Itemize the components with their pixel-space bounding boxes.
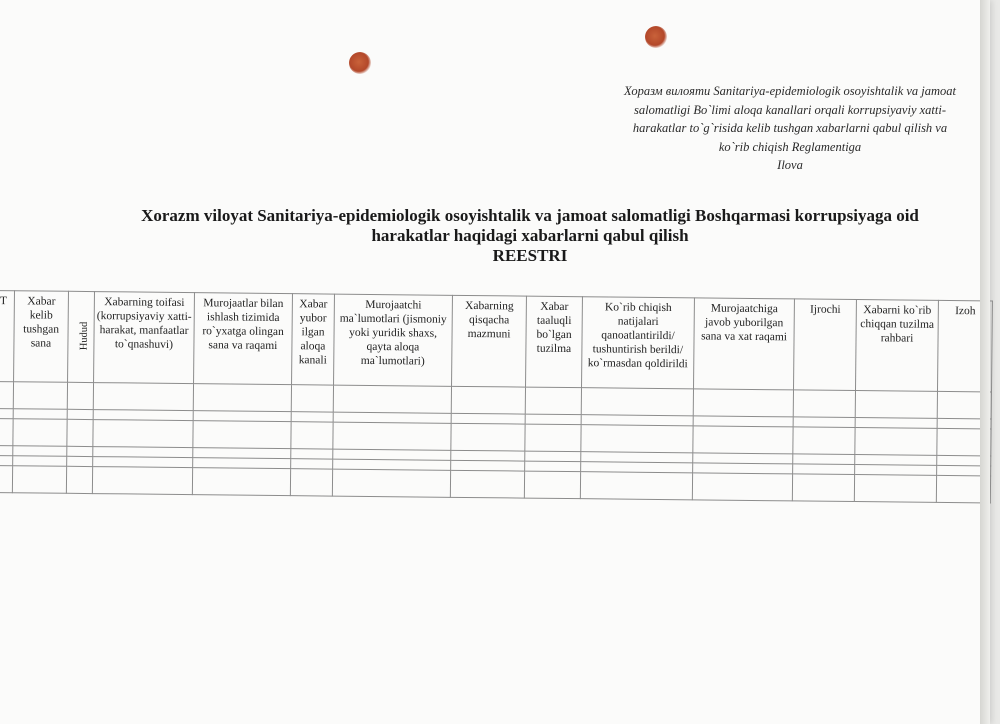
table-cell <box>792 474 854 502</box>
column-header-text: Ijrochi <box>809 303 841 316</box>
table-cell <box>525 414 581 425</box>
appendix-line: ko`rib chiqish Reglamentiga <box>718 139 862 154</box>
column-header-text: Murojaatchi ma`lumotlari (jismoniy yoki yuridik shaxs, qayta aloqa ma`lumotlari) <box>339 298 447 368</box>
table-cell <box>693 426 793 454</box>
document-title <box>95 206 965 266</box>
column-header-text: Xabar yubor ilgan aloqa kanali <box>298 298 328 367</box>
table-cell <box>0 445 13 455</box>
ink-stain <box>645 26 667 48</box>
table-cell <box>450 470 524 498</box>
table-cell <box>193 421 291 449</box>
column-header <box>452 295 527 387</box>
table-cell <box>67 456 93 466</box>
column-header-text: Xabarning qisqacha mazmuni <box>465 299 514 341</box>
table-cell <box>0 418 13 445</box>
table-cell <box>525 461 581 472</box>
table-cell <box>332 469 450 497</box>
registry-table <box>0 290 993 503</box>
table-cell <box>524 471 580 499</box>
table-cell <box>451 386 525 414</box>
table-cell <box>855 391 937 419</box>
column-header-text: Murojaatlar bilan ishlash tizimida ro`yxatga olingan sana va raqami <box>202 297 284 352</box>
column-header-text: Xabarning toifasi (korrupsiyaviy xatti-harakat, manfaatlar to`qnashuvi) <box>96 296 192 351</box>
column-header <box>68 291 95 382</box>
table-cell <box>67 382 93 409</box>
column-header <box>194 293 293 385</box>
column-header-text: Ko`rib chiqish natijalari qanoatlantirildi/ tushuntirish berildi/ ko`rmasdan qoldirildi <box>587 301 688 371</box>
column-header-text: Xabarni ko`rib chiqqan tuzilma rahbari <box>860 304 935 345</box>
table-cell <box>333 385 451 413</box>
table-cell <box>581 425 693 453</box>
column-header-text: Izoh <box>955 305 976 318</box>
table-cell <box>0 408 13 418</box>
table-cell <box>855 428 937 456</box>
table-cell <box>192 468 290 496</box>
table-cell <box>291 385 333 412</box>
column-header <box>855 300 938 392</box>
appendix-line: Ilova <box>777 158 803 172</box>
table-cell <box>67 409 93 419</box>
table-cell <box>13 446 67 457</box>
appendix-line: Хоразм вилояти Sanitariya-epidemiologik osoyishtalik va jamoat <box>623 84 957 98</box>
table-cell <box>193 384 291 412</box>
table-cell <box>12 466 66 494</box>
column-header <box>582 297 695 389</box>
column-header-text: T <box>0 295 7 308</box>
table-cell <box>291 422 333 449</box>
table-cell <box>291 459 333 469</box>
column-header <box>94 292 195 384</box>
table-cell <box>793 454 855 465</box>
table-cell <box>291 412 333 422</box>
table-header-row <box>0 291 992 392</box>
table-cell <box>290 469 332 496</box>
table-body <box>0 382 991 503</box>
column-header <box>14 291 69 383</box>
title-line-3: REESTRI <box>492 246 568 265</box>
column-header-text: Xabar taaluqli bo`lgan tuzilma <box>536 300 572 356</box>
column-header <box>292 294 335 385</box>
title-line-1: Xorazm viloyat Sanitariya-epidemiologik osoyishtalik va jamoat salomatligi Boshqarmasi korrupsiyaga oid <box>141 206 919 225</box>
title-line-2: harakatlar haqidagi xabarlarni qabul qilish <box>371 226 689 245</box>
table-cell <box>92 467 192 495</box>
column-header <box>334 294 453 386</box>
column-header-text: Xabar kelib tushgan sana <box>23 295 60 350</box>
column-header <box>0 291 14 382</box>
appendix-line: harakatlar to`g`risida kelib tushgan xabarlarni qabul qilish va <box>632 121 948 135</box>
table-cell <box>291 449 333 459</box>
table-cell <box>854 475 936 503</box>
column-header-text: Hudud <box>78 321 90 351</box>
table-cell <box>451 423 525 451</box>
table-cell <box>13 382 67 410</box>
table-cell <box>793 417 855 428</box>
table-cell <box>581 388 693 416</box>
table-cell <box>793 464 855 475</box>
table-cell <box>66 466 92 493</box>
table-cell <box>693 389 793 417</box>
column-header <box>526 296 583 388</box>
table-cell <box>93 383 193 411</box>
column-header <box>793 299 856 391</box>
table-cell <box>13 419 67 447</box>
table-cell <box>525 424 581 452</box>
table-cell <box>13 409 67 420</box>
table-cell <box>793 427 855 455</box>
ink-stain <box>349 52 371 74</box>
table-cell <box>0 465 13 492</box>
table-cell <box>93 420 193 448</box>
appendix-note <box>590 82 990 175</box>
table-cell <box>692 473 792 501</box>
table-cell <box>0 455 13 465</box>
table-cell <box>525 451 581 462</box>
page-edge <box>980 0 990 724</box>
column-header-text: Murojaatchiga javob yuborilgan sana va xat raqami <box>701 302 788 344</box>
table-cell <box>0 382 14 409</box>
table-cell <box>67 446 93 456</box>
table-cell <box>67 419 93 446</box>
table-cell <box>580 472 692 500</box>
column-header <box>694 298 795 390</box>
appendix-line: salomatligi Bo`limi aloqa kanallari orqali korrupsiyaviy xatti- <box>633 102 946 117</box>
table-cell <box>793 390 855 418</box>
table-cell <box>333 422 451 450</box>
table-cell <box>13 456 67 467</box>
table-cell <box>525 387 581 415</box>
